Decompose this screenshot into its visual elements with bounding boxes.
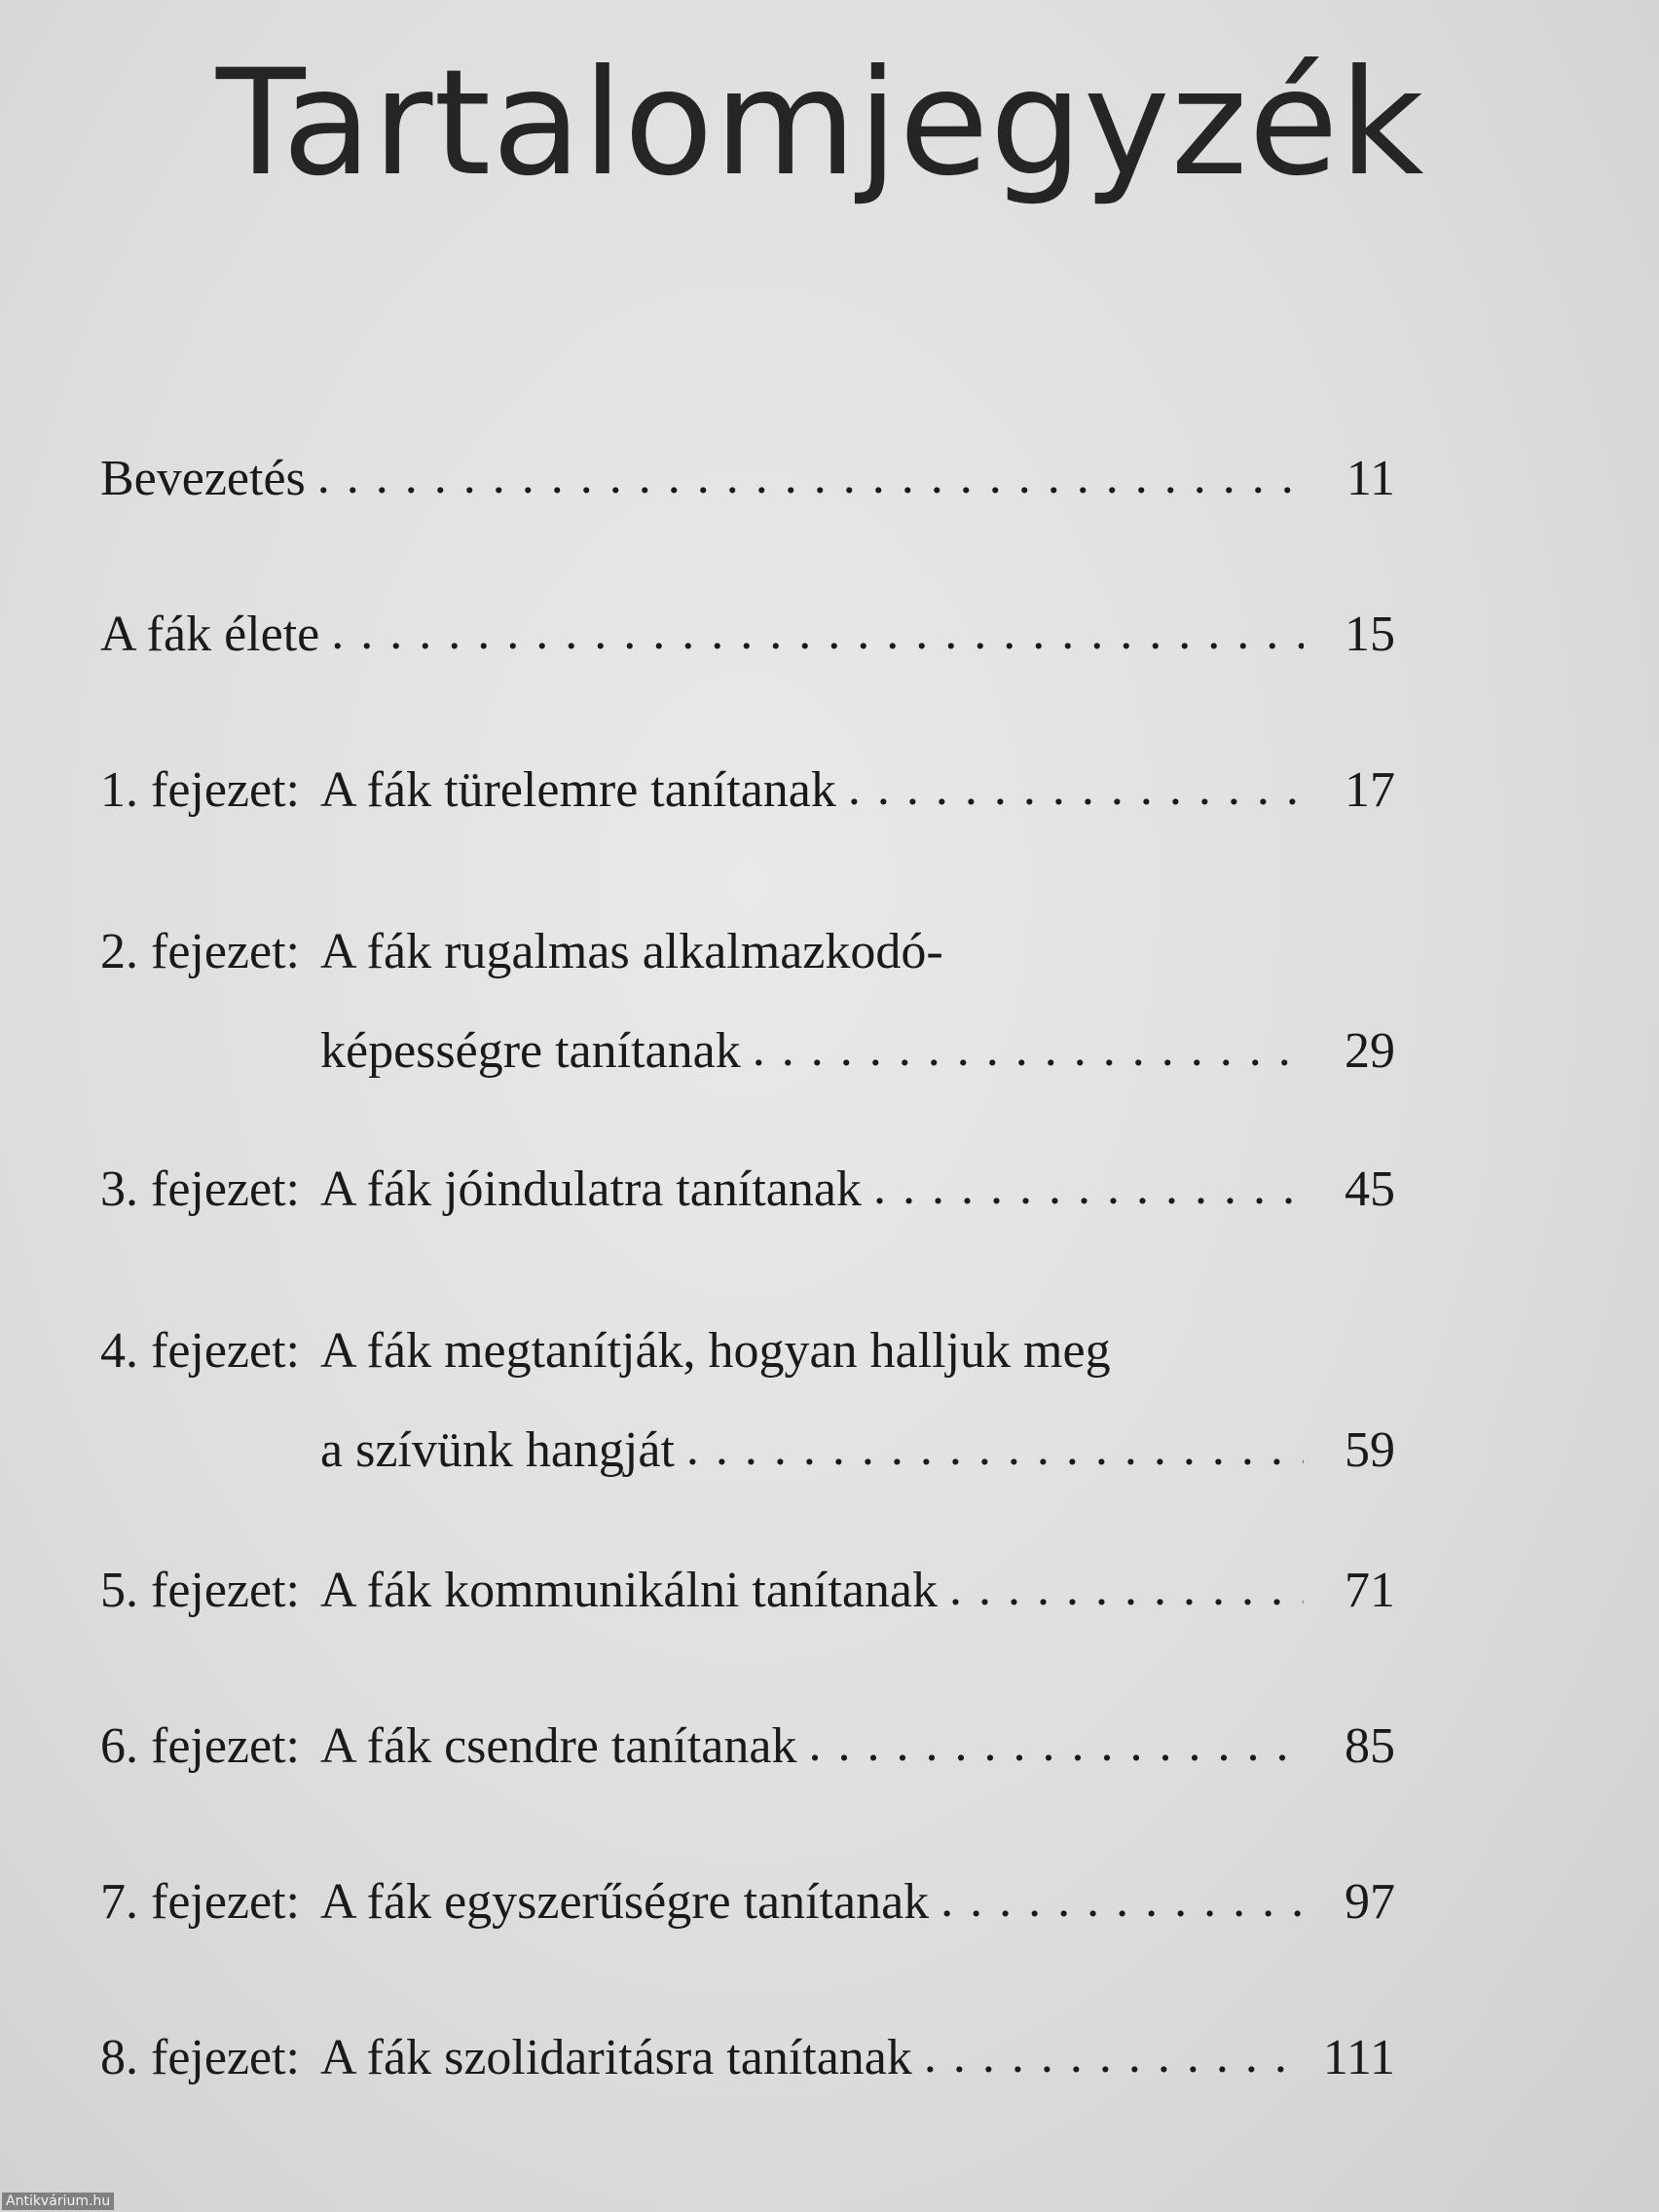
dot-leader (753, 1020, 1304, 1079)
toc-entry (100, 1322, 1395, 1480)
toc-page-number: 85 (1345, 1718, 1395, 1774)
toc-entry-title: A fák megtanítják, hogyan halljuk meg (320, 1323, 1111, 1379)
toc-entry (100, 761, 1395, 820)
dot-leader (940, 1871, 1304, 1930)
toc-page-number: 15 (1345, 607, 1395, 662)
toc-entry (100, 1161, 1395, 1219)
chapter-prefix: 2. fejezet: (100, 924, 300, 979)
chapter-prefix: 1. fejezet: (100, 762, 300, 818)
dot-leader (949, 1560, 1304, 1618)
toc-entry-title: A fák csendre tanítanak (320, 1718, 797, 1774)
toc-page-number: 59 (1345, 1422, 1395, 1478)
dot-leader (848, 759, 1304, 818)
page-title: Tartalomjegyzék (216, 39, 1425, 208)
chapter-prefix: 7. fejezet: (100, 1874, 300, 1930)
dot-leader (808, 1715, 1304, 1774)
toc-entry-title: A fák kommunikálni tanítanak (320, 1563, 938, 1618)
toc-entry (100, 1717, 1395, 1776)
watermark: Antikvárium.hu (2, 2193, 114, 2210)
dot-leader (331, 604, 1304, 662)
toc-entry (100, 2029, 1395, 2087)
dot-leader (873, 1159, 1304, 1217)
toc-entry-title-continued: képességre tanítanak (320, 1023, 741, 1079)
toc-page-number: 45 (1345, 1161, 1395, 1217)
dot-leader (686, 1419, 1304, 1478)
toc-entry-title: A fák szolidaritásra tanítanak (320, 2030, 912, 2085)
toc-entry (100, 450, 1395, 508)
toc-entry (100, 923, 1395, 1081)
toc-entry (100, 1873, 1395, 1932)
chapter-prefix: 5. fejezet: (100, 1563, 300, 1618)
toc-entry-title: A fák jóindulatra tanítanak (320, 1161, 862, 1217)
chapter-prefix: 4. fejezet: (100, 1323, 300, 1379)
toc-entry-title: A fák egyszerűségre tanítanak (320, 1874, 930, 1930)
toc-entry-title: A fák türelemre tanítanak (320, 762, 836, 818)
dot-leader (924, 2027, 1304, 2085)
toc-entry (100, 606, 1395, 664)
chapter-prefix: 8. fejezet: (100, 2030, 300, 2085)
toc-page-number: 17 (1345, 762, 1395, 818)
toc-entry-label: Bevezetés (100, 451, 306, 506)
toc-page-number: 11 (1346, 451, 1395, 506)
toc-page-number: 97 (1345, 1874, 1395, 1930)
chapter-prefix: 3. fejezet: (100, 1161, 300, 1217)
toc-page-number: 71 (1345, 1563, 1395, 1618)
toc-page-number: 29 (1345, 1023, 1395, 1079)
dot-leader (317, 448, 1304, 506)
toc-page-number: 111 (1322, 2030, 1395, 2085)
toc-entry-title-continued: a szívünk hangját (320, 1422, 675, 1478)
toc-entry (100, 1562, 1395, 1620)
toc-entry-label: A fák élete (100, 607, 320, 662)
toc-entry-title: A fák rugalmas alkalmazkodó- (320, 924, 943, 979)
chapter-prefix: 6. fejezet: (100, 1718, 300, 1774)
